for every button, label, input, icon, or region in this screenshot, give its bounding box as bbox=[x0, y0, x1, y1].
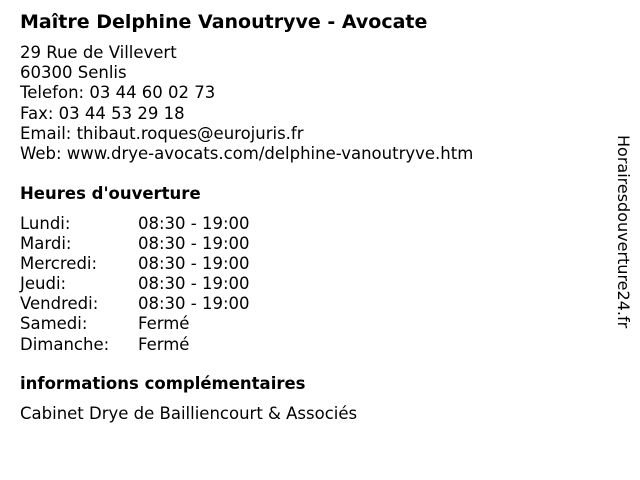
fax-number: Fax: 03 44 53 29 18 bbox=[20, 103, 185, 123]
street-address: 29 Rue de Villevert bbox=[20, 43, 177, 62]
site-watermark bbox=[612, 135, 634, 375]
time-value: Fermé bbox=[138, 314, 190, 334]
site-watermark-text: Horairesdouverture24.fr bbox=[614, 135, 633, 329]
day-label: Lundi: bbox=[20, 214, 71, 233]
additional-info-text: Cabinet Drye de Bailliencourt & Associés bbox=[20, 404, 358, 423]
phone-number: Telefon: 03 44 60 02 73 bbox=[20, 83, 216, 103]
day-label: Mercredi: bbox=[20, 254, 98, 274]
hours-row-saturday bbox=[20, 314, 320, 334]
time-value: 08:30 - 19:00 bbox=[138, 294, 250, 314]
hours-row-monday bbox=[20, 214, 320, 234]
opening-hours-heading: Heures d'ouverture bbox=[20, 184, 201, 203]
day-label: Mardi: bbox=[20, 234, 72, 254]
hours-row-tuesday bbox=[20, 234, 320, 254]
email-address: Email: thibaut.roques@eurojuris.fr bbox=[20, 123, 304, 143]
time-value: 08:30 - 19:00 bbox=[138, 214, 250, 233]
day-label: Dimanche: bbox=[20, 334, 110, 354]
time-value: 08:30 - 19:00 bbox=[138, 234, 250, 254]
hours-row-friday bbox=[20, 294, 320, 314]
hours-row-wednesday bbox=[20, 254, 320, 274]
additional-info-heading: informations complémentaires bbox=[20, 374, 306, 393]
hours-row-sunday bbox=[20, 335, 320, 355]
time-value: 08:30 - 19:00 bbox=[138, 254, 250, 274]
day-label: Samedi: bbox=[20, 314, 88, 334]
day-label: Vendredi: bbox=[20, 294, 99, 314]
opening-hours-table bbox=[20, 214, 320, 355]
postal-city: 60300 Senlis bbox=[20, 63, 127, 83]
day-label: Jeudi: bbox=[20, 274, 67, 294]
time-value: Fermé bbox=[138, 334, 190, 354]
page-title: Maître Delphine Vanoutryve - Avocate bbox=[20, 11, 428, 33]
website-address: Web: www.drye-avocats.com/delphine-vanoutryve.htm bbox=[20, 143, 474, 163]
time-value: 08:30 - 19:00 bbox=[138, 274, 250, 294]
hours-row-thursday bbox=[20, 274, 320, 294]
contact-details bbox=[20, 43, 473, 164]
